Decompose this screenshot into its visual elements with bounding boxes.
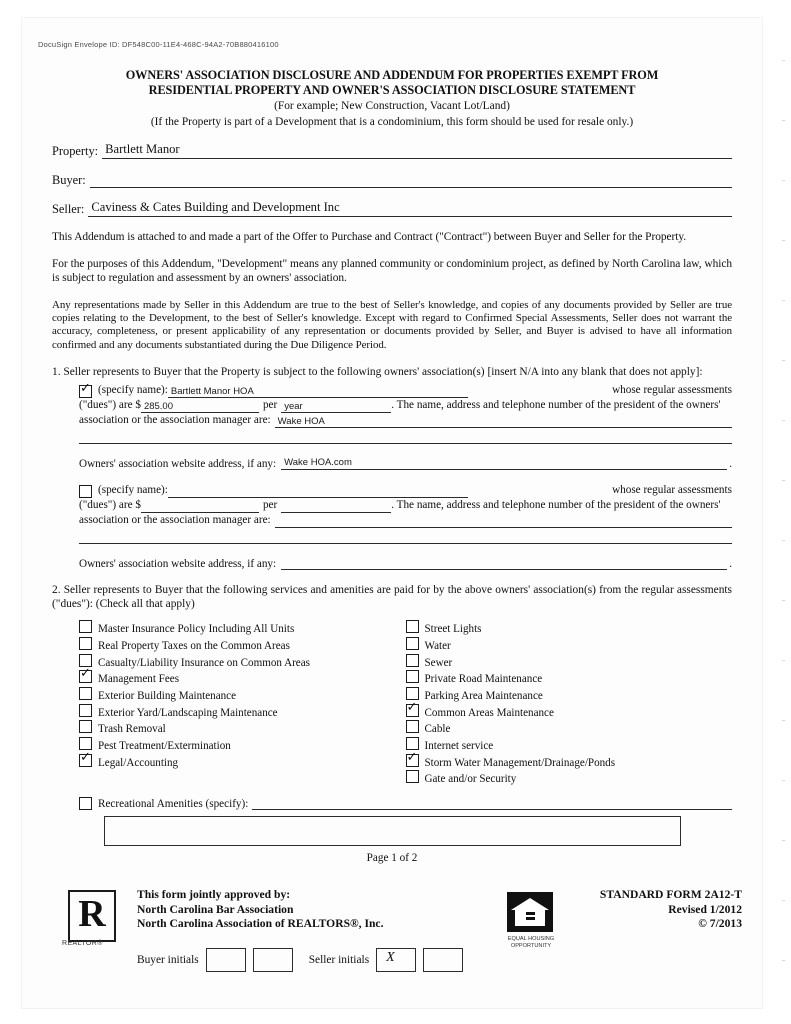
association-2-dues-input[interactable] bbox=[141, 499, 259, 513]
association-2-website-label: Owners' association website address, if any: bbox=[79, 557, 277, 570]
amenity-item[interactable] bbox=[406, 637, 733, 654]
amenity-item[interactable] bbox=[79, 637, 406, 654]
amenity-label: Storm Water Management/Drainage/Ponds bbox=[424, 756, 616, 769]
footer-form-name: STANDARD FORM 2A12-T bbox=[599, 888, 742, 901]
amenity-checkbox[interactable] bbox=[79, 620, 92, 633]
amenity-checkbox[interactable] bbox=[406, 654, 419, 667]
section-1-text: Seller represents to Buyer that the Property is subject to the following owners' association(s) [insert N/A into any blank that does not apply]: bbox=[63, 366, 703, 379]
amenity-label: Casualty/Liability Insurance on Common Areas bbox=[98, 656, 310, 669]
association-2-per-input[interactable] bbox=[281, 499, 391, 513]
association-2-website-input[interactable] bbox=[281, 556, 727, 570]
association-2-block bbox=[79, 483, 732, 544]
buyer-initials-label: Buyer initials bbox=[137, 954, 199, 966]
seller-initials-box-1[interactable] bbox=[376, 948, 416, 972]
amenity-checkbox[interactable] bbox=[406, 737, 419, 750]
amenity-item[interactable] bbox=[406, 720, 733, 737]
amenity-label: Exterior Yard/Landscaping Maintenance bbox=[98, 706, 278, 719]
amenity-item[interactable] bbox=[406, 620, 733, 637]
association-1-per-label: per bbox=[262, 398, 278, 411]
association-2-dues-label: ("dues") are $ bbox=[79, 498, 141, 511]
property-input[interactable]: Bartlett Manor bbox=[102, 142, 732, 159]
association-2-per-label: per bbox=[262, 498, 278, 511]
scan-edge-marks bbox=[781, 0, 785, 1024]
initials-row bbox=[137, 948, 463, 972]
footer-approval-line-3: North Carolina Association of REALTORS®, Inc. bbox=[137, 917, 384, 931]
association-1-manager-input[interactable]: Wake HOA bbox=[275, 414, 732, 428]
buyer-initials-box-1[interactable] bbox=[206, 948, 246, 972]
paragraph-representations: Any representations made by Seller in this Addendum are true to the best of Seller's knowledge, and copies of any documents provided by Seller are true copies relating to the Development, to the best of Seller's knowledge. Except with regard to Confirmed Special Assessments, Seller does not warrant the accuracy, completeness, or present applicability of any representation or documents provided by Seller, and Buyer is advised to have all information confirmed and any documents substantiated during the Due Diligence Period. bbox=[52, 298, 732, 351]
amenity-label: Sewer bbox=[424, 656, 453, 669]
realtor-caption: REALTOR® bbox=[62, 940, 103, 947]
association-2-name-row bbox=[79, 483, 732, 498]
docusign-envelope-id: DocuSign Envelope ID: DF548C00-11E4-468C-94A2-70B880416100 bbox=[38, 40, 279, 49]
amenity-item[interactable] bbox=[406, 670, 733, 687]
form-subtitle-line-1: (For example; New Construction, Vacant Lot/Land) bbox=[274, 100, 510, 112]
page-number: Page 1 of 2 bbox=[366, 852, 418, 865]
recreational-amenities-input[interactable] bbox=[252, 796, 732, 810]
association-1-manager-label: association or the association manager are: bbox=[79, 413, 271, 426]
footer-form-info bbox=[600, 888, 742, 932]
amenity-item[interactable] bbox=[79, 720, 406, 737]
amenity-item[interactable] bbox=[406, 704, 733, 721]
recreational-amenities-row bbox=[79, 796, 732, 810]
footer-approval-line-2: North Carolina Bar Association bbox=[137, 902, 294, 916]
amenities-right-column bbox=[406, 620, 733, 787]
amenity-checkbox[interactable] bbox=[406, 620, 419, 633]
seller-input[interactable]: Caviness & Cates Building and Development Inc bbox=[88, 200, 732, 217]
buyer-input[interactable] bbox=[90, 171, 732, 188]
amenity-checkbox[interactable] bbox=[406, 670, 419, 683]
association-1-block bbox=[79, 383, 732, 444]
section-1 bbox=[52, 365, 732, 379]
amenity-checkbox[interactable] bbox=[406, 754, 419, 767]
association-2-website-row: Owners' association website address, if any: . bbox=[79, 557, 732, 570]
association-2-manager-row bbox=[79, 513, 732, 528]
form-subtitle-line-2: (If the Property is part of a Development that is a condominium, this form should be used for resale only.) bbox=[150, 116, 634, 128]
amenity-checkbox[interactable] bbox=[79, 737, 92, 750]
amenity-label: Real Property Taxes on the Common Areas bbox=[98, 639, 290, 652]
amenity-item[interactable] bbox=[406, 770, 733, 787]
buyer-row bbox=[52, 171, 732, 188]
association-2-checkbox[interactable] bbox=[79, 485, 92, 498]
association-1-website-label: Owners' association website address, if any: bbox=[79, 457, 277, 470]
amenity-item[interactable] bbox=[406, 654, 733, 671]
association-1-specify-label: (specify name): bbox=[98, 383, 168, 396]
amenity-label: Management Fees bbox=[98, 673, 180, 686]
amenity-checkbox[interactable] bbox=[406, 687, 419, 700]
paragraph-addendum-attached: This Addendum is attached to and made a part of the Offer to Purchase and Contract ("Contract") between Buyer and Seller for the Property. bbox=[52, 231, 687, 243]
equal-housing-caption: EQUAL HOUSING OPPORTUNITY bbox=[507, 936, 555, 949]
buyer-label: Buyer: bbox=[52, 173, 86, 187]
association-1-checkbox[interactable] bbox=[79, 385, 92, 398]
amenity-label: Pest Treatment/Extermination bbox=[98, 740, 231, 753]
amenities-checklist bbox=[79, 620, 732, 787]
amenity-checkbox[interactable] bbox=[406, 770, 419, 783]
amenity-label: Cable bbox=[424, 723, 451, 736]
seller-row bbox=[52, 200, 732, 217]
amenity-item[interactable] bbox=[79, 704, 406, 721]
paragraph-development-definition: For the purposes of this Addendum, "Development" means any planned community or condominium project, as defined by North Carolina law, which is subject to regulation and assessment by an owners' association. bbox=[52, 258, 732, 285]
amenity-label: Water bbox=[424, 639, 451, 652]
association-1-contact-text: . The name, address and telephone number of the president of the owners' bbox=[391, 398, 721, 411]
buyer-initials-box-2[interactable] bbox=[253, 948, 293, 972]
association-1-dues-input[interactable]: 285.00 bbox=[141, 399, 259, 413]
association-2-dues-row bbox=[79, 498, 732, 513]
association-1-manager-row bbox=[79, 413, 732, 428]
amenity-checkbox[interactable] bbox=[79, 720, 92, 733]
amenities-left-column bbox=[79, 620, 406, 787]
amenity-item[interactable] bbox=[406, 737, 733, 754]
association-1-name-input[interactable]: Bartlett Manor HOA bbox=[168, 384, 468, 398]
amenity-checkbox[interactable] bbox=[79, 637, 92, 650]
amenity-label: Private Road Maintenance bbox=[424, 673, 543, 686]
footer-approval-line-1: This form jointly approved by: bbox=[137, 888, 291, 901]
association-1-dues-row bbox=[79, 398, 732, 413]
form-title-line-1: OWNERS' ASSOCIATION DISCLOSURE AND ADDENDUM FOR PROPERTIES EXEMPT FROM bbox=[125, 68, 659, 82]
footer-revised: Revised 1/2012 bbox=[668, 902, 742, 916]
seller-initials-box-2[interactable] bbox=[423, 948, 463, 972]
association-1-website-row: Owners' association website address, if any: Wake HOA.com . bbox=[79, 456, 732, 470]
section-1-number: 1. bbox=[52, 366, 61, 379]
association-2-name-input[interactable] bbox=[168, 484, 468, 498]
association-1-website-input[interactable]: Wake HOA.com bbox=[281, 456, 727, 470]
footer-approval-text bbox=[137, 888, 383, 932]
association-2-contact-text: . The name, address and telephone number of the president of the owners' bbox=[391, 498, 721, 511]
amenity-item[interactable] bbox=[79, 670, 406, 687]
association-1-whose-text: whose regular assessments bbox=[612, 383, 732, 396]
seller-initial-mark: X bbox=[386, 950, 395, 965]
seller-initials-label: Seller initials bbox=[308, 954, 370, 966]
section-2-number: 2. bbox=[52, 583, 61, 596]
amenity-checkbox[interactable] bbox=[79, 687, 92, 700]
association-2-manager-line-2[interactable] bbox=[79, 530, 732, 544]
footer-copyright: © 7/2013 bbox=[698, 917, 742, 931]
association-2-manager-input[interactable] bbox=[275, 514, 732, 528]
association-1-manager-line-2[interactable] bbox=[79, 430, 732, 444]
property-label: Property: bbox=[52, 144, 99, 158]
association-1-dues-label: ("dues") are $ bbox=[79, 398, 141, 411]
amenity-checkbox[interactable] bbox=[406, 720, 419, 733]
amenity-checkbox[interactable] bbox=[406, 637, 419, 650]
seller-label: Seller: bbox=[52, 202, 85, 216]
amenity-checkbox[interactable] bbox=[79, 704, 92, 717]
property-row bbox=[52, 142, 732, 159]
amenity-label: Master Insurance Policy Including All Units bbox=[98, 623, 295, 636]
amenity-item[interactable] bbox=[406, 687, 733, 704]
amenity-item[interactable] bbox=[79, 687, 406, 704]
amenity-label: Exterior Building Maintenance bbox=[98, 689, 237, 702]
equal-housing-opportunity-icon bbox=[507, 892, 553, 932]
recreational-amenities-checkbox[interactable] bbox=[79, 797, 92, 810]
amenity-item[interactable] bbox=[79, 754, 406, 771]
association-2-manager-label: association or the association manager are: bbox=[79, 513, 271, 526]
form-content bbox=[52, 68, 732, 864]
amenity-label: Internet service bbox=[424, 740, 494, 753]
amenity-item[interactable] bbox=[79, 654, 406, 671]
amenity-label: Common Areas Maintenance bbox=[424, 706, 554, 719]
amenity-label: Trash Removal bbox=[98, 723, 166, 736]
amenity-checkbox[interactable] bbox=[79, 654, 92, 667]
amenity-checkbox[interactable] bbox=[79, 754, 92, 767]
amenity-item[interactable] bbox=[79, 737, 406, 754]
amenity-label: Legal/Accounting bbox=[98, 756, 179, 769]
amenity-item[interactable] bbox=[406, 754, 733, 771]
amenity-label: Gate and/or Security bbox=[424, 773, 517, 786]
amenity-checkbox[interactable] bbox=[406, 704, 419, 717]
realtor-logo-icon: R bbox=[68, 890, 116, 942]
association-1-name-row bbox=[79, 383, 732, 398]
amenity-item[interactable] bbox=[79, 620, 406, 637]
amenity-checkbox[interactable] bbox=[79, 670, 92, 683]
amenity-label: Street Lights bbox=[424, 623, 482, 636]
association-2-specify-label: (specify name): bbox=[98, 483, 168, 496]
recreational-amenities-textbox[interactable] bbox=[104, 816, 681, 846]
association-2-whose-text: whose regular assessments bbox=[612, 483, 732, 496]
form-footer bbox=[52, 888, 742, 978]
recreational-amenities-label: Recreational Amenities (specify): bbox=[98, 798, 249, 811]
form-title-line-2: RESIDENTIAL PROPERTY AND OWNER'S ASSOCIATION DISCLOSURE STATEMENT bbox=[148, 83, 636, 97]
amenity-label: Parking Area Maintenance bbox=[424, 689, 543, 702]
section-2 bbox=[52, 583, 732, 612]
association-1-per-input[interactable]: year bbox=[281, 399, 391, 413]
section-2-text: Seller represents to Buyer that the following services and amenities are paid for by the above owners' association(s) from the regular assessments ("dues"): (Check all that apply) bbox=[52, 583, 732, 610]
